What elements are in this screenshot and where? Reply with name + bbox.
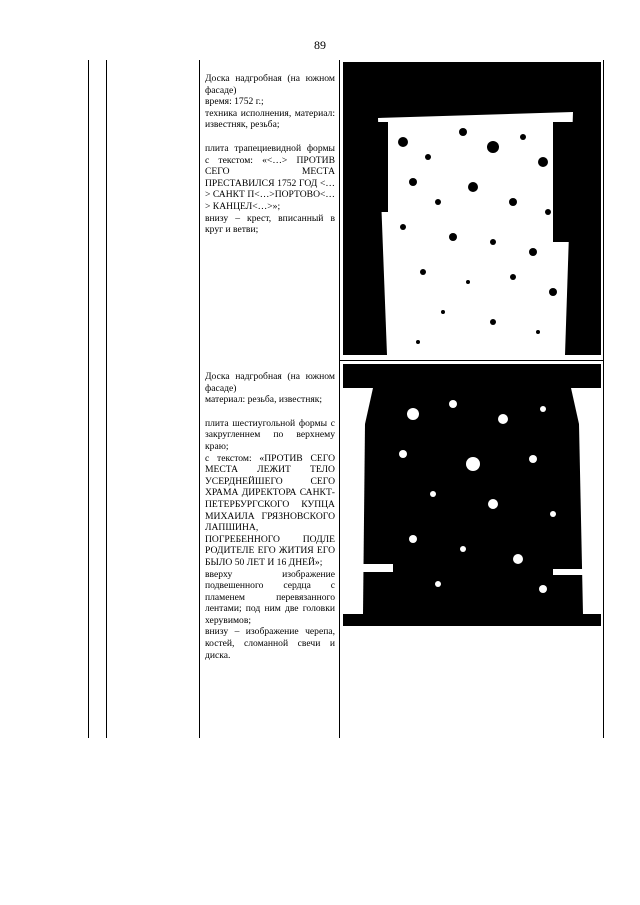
entry-2-inscription: с текстом: «ПРОТИВ СЕГО МЕСТА ЛЕЖИТ ТЕЛО УСЕРДНЕЙШЕГО СЕГО ХРАМА ДИРЕКТОРА САНКТ-ПЕТЕРБУРГСКОГО КУПЦА МИХАИЛА ГРЯЗНОВСКОГО ЛАПШИНА, ПОГРЕБЕННОГО ПОДЛЕ РОДИТЕЛЕ ЕГО ЖИТИЯ ЕГО БЫЛО 50 ЛЕТ И 16 ДНЕЙ»; — [205, 452, 335, 568]
entry-1-inscription: плита трапециевидной формы с текстом: «<…> ПРОТИВ СЕГО МЕСТА ПРЕСТАВИЛСЯ 1752 ГОД <…> САНКТ П<…>ПОРТОВО<…> КАНЦЕЛ<…>»; — [205, 142, 335, 212]
table-column-divider-2 — [199, 60, 200, 738]
table-border-left — [88, 60, 89, 738]
entry-1-decoration: внизу – крест, вписанный в круг и ветви; — [205, 212, 335, 236]
entry-1-description — [205, 73, 335, 236]
entry-1-title: Доска надгробная (на южном фасаде) — [205, 73, 335, 96]
entry-2-top-decoration: вверху изображение подвешенного сердца с пламенем перевязанного лентами; под ним две головки херувимов; — [205, 568, 335, 626]
entry-2-shape: плита шестиугольной формы с закругленнем по верхнему краю; — [205, 417, 335, 452]
entry-2-material: материал: резьба, известняк; — [205, 394, 323, 406]
entry-2-description — [205, 371, 335, 661]
table-row-divider — [339, 360, 603, 361]
entry-2-photo — [343, 364, 601, 626]
entry-2-title: Доска надгробная (на южном фасаде) — [205, 371, 335, 394]
table-border-right — [603, 60, 604, 738]
page-number: 89 — [314, 38, 326, 52]
table-column-divider-1 — [106, 60, 107, 738]
entry-1-photo — [343, 62, 601, 355]
table-column-divider-3 — [339, 60, 340, 738]
entry-1-date: время: 1752 г.; — [205, 96, 264, 108]
entry-2-bottom-decoration: внизу – изображение черепа, костей, сломанной свечи и диска. — [205, 626, 335, 661]
entry-1-material: техника исполнения, материал: известняк, резьба; — [205, 107, 335, 131]
